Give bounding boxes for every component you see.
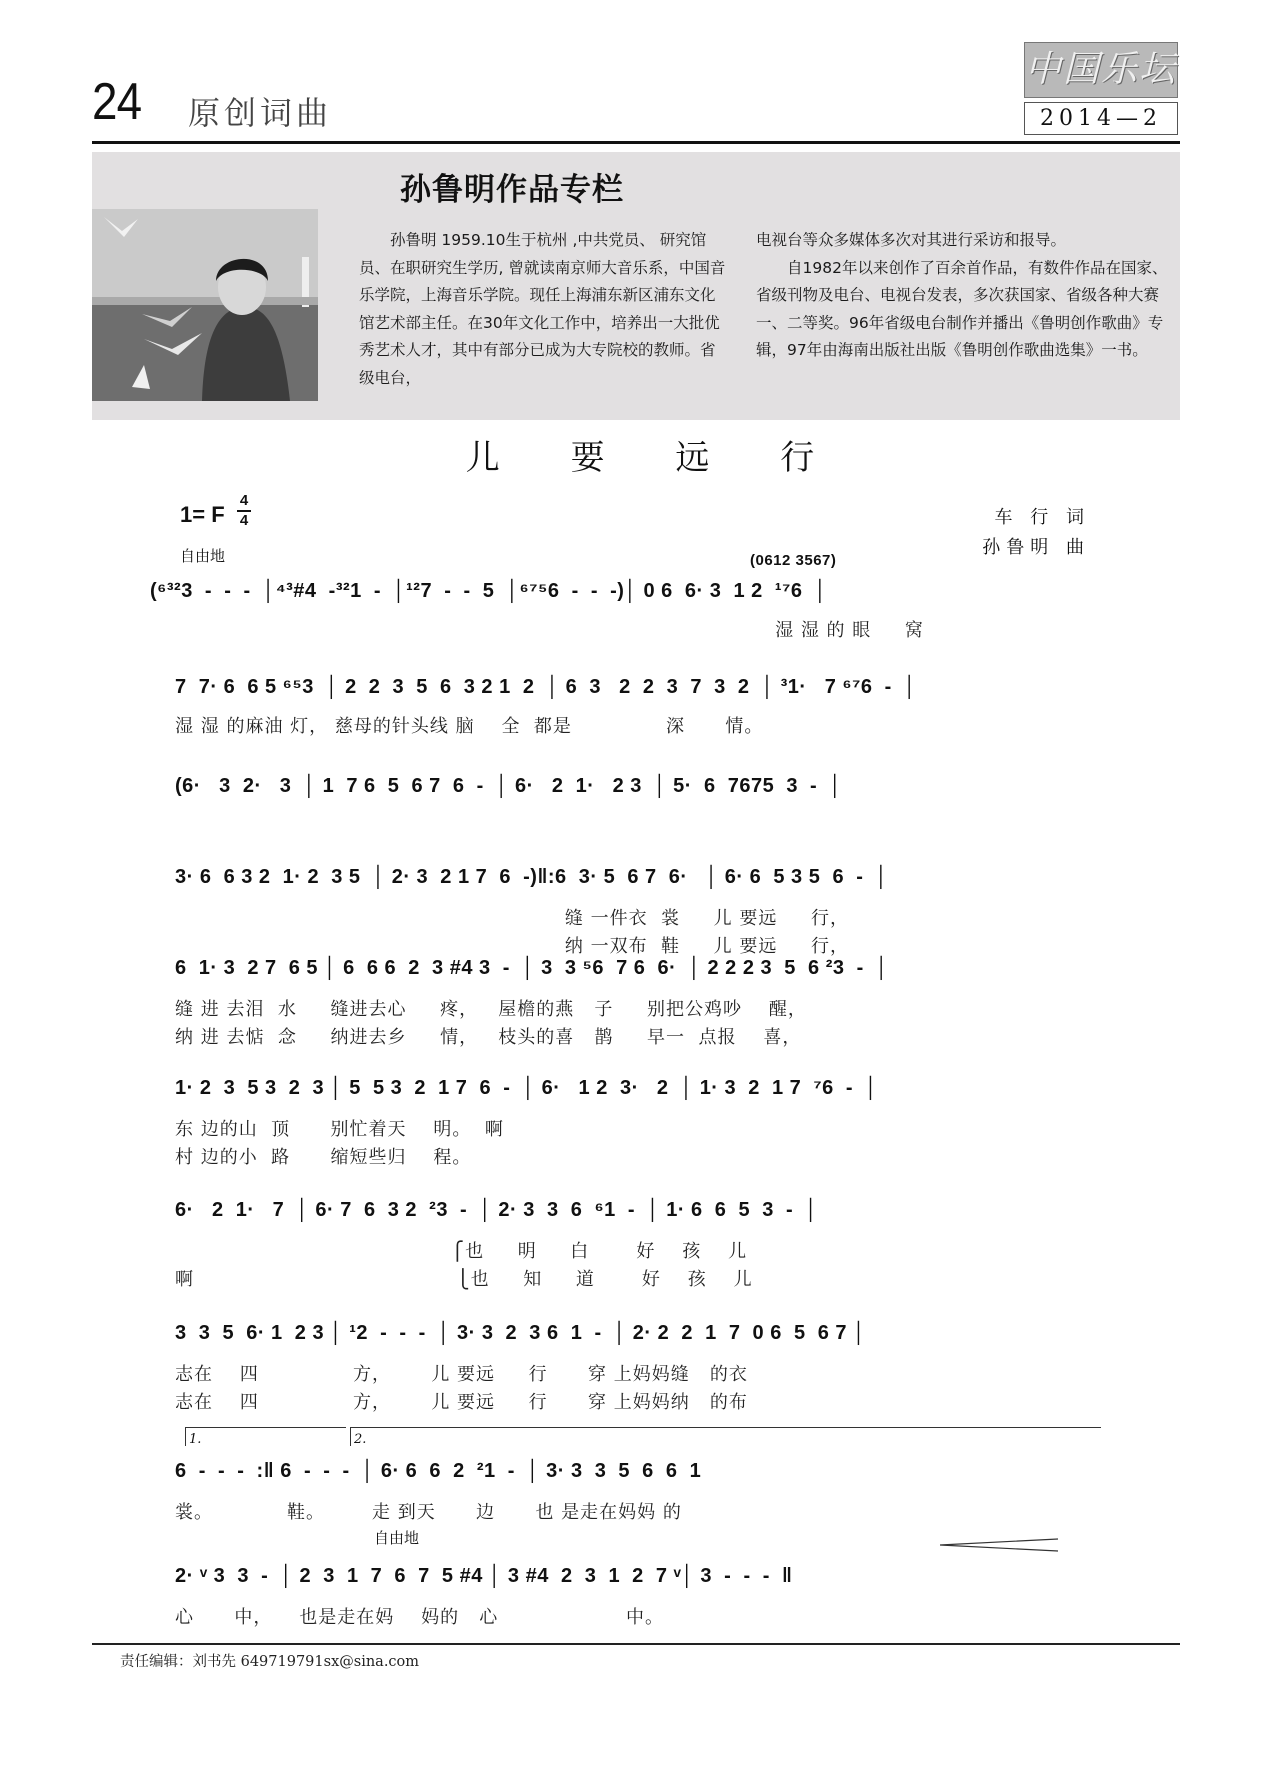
- lyric-verse-2: 纳 进 去惦 念 纳进去乡 情， 枝头的喜 鹊 早一 点报 喜，: [175, 1027, 802, 1048]
- lyric-verse-1: 缝 进 去泪 水 缝进去心 疼， 屋檐的燕 子 别把公鸡吵 醒，: [175, 999, 807, 1020]
- lyric-verse-1: 东 边的山 顶 别忙着天 明。 啊: [175, 1119, 504, 1140]
- score-notes: 7 7· 6 6 5 ⁶⁵3 │ 2 2 3 5 6 3 2 1 2 │ 6 3 2 2 3 7 3 2 │ ³1· 7 ⁶⁷6 - │: [175, 676, 917, 698]
- volta-label: 2.: [354, 1432, 367, 1447]
- score-line-5: [160, 957, 1100, 1047]
- section-title: 原创词曲: [188, 94, 333, 132]
- score-notes: 6· 2 1· 7 │ 6· 7 6 3 2 ²3 - │ 2· 3 3 6 ⁶1 - │ 1· 6 6 5 3 - │: [175, 1199, 819, 1221]
- score-notes: 6 1· 3 2 7 6 5 │ 6 6 6 2 3 #4 3 - │ 3 3 ⁵6 7 6 6· │ 2 2 2 3 5 6 ²3 - │: [175, 957, 889, 979]
- issue-number: 2014—2: [1024, 102, 1178, 135]
- bio-title: 孙鲁明作品专栏: [400, 172, 624, 208]
- lyric-verse-2: 志在 四 方， 儿 要远 行 穿 上妈妈纳 的布: [175, 1392, 748, 1413]
- score-line-4: [160, 866, 1100, 956]
- bio-paragraph: 电视台等众多媒体多次对其进行采访和报导。: [756, 231, 1067, 249]
- bio-paragraph: 自1982年以来创作了百余首作品，有数件作品在国家、省级刊物及电台、电视台发表，多次获国家、省级各种大赛一、二等奖。96年省级电台制作并播出《鲁明创作歌曲》专辑，97年由海南出版社出版《鲁明创作歌曲选集》一书。: [756, 258, 1168, 359]
- bio-text-left: [359, 227, 729, 392]
- lyric-verse-1: 缝 一件衣 裳 儿 要远 行，: [175, 908, 849, 929]
- lyric-verse-1: 湿 湿 的麻油 灯， 慈母的针头线 脑 全 都是 深 情。: [175, 716, 764, 737]
- photo-illustration-icon: [92, 209, 318, 401]
- score-notes: 3 3 5 6· 1 2 3 │ ¹2 - - - │ 3· 3 2 3 6 1 - │ 2· 2 2 1 7 0 6 5 6 7 │: [175, 1322, 867, 1344]
- decrescendo-hairpin-icon: [940, 1537, 1060, 1551]
- lyric-verse-2: 啊 ⎩也 知 道 好 孩 儿: [175, 1269, 753, 1290]
- tempo-marking: 自由地: [374, 1529, 420, 1547]
- interlude-notes: (0612 3567): [750, 552, 837, 569]
- lyric-verse-1: 志在 四 方， 儿 要远 行 穿 上妈妈缝 的衣: [175, 1364, 748, 1385]
- score-notes: (6· 3 2· 3 │ 1 7 6 5 6 7 6 - │ 6· 2 1· 2 3 │ 5· 6 7675 3 - │: [175, 775, 843, 797]
- score-line-8: [160, 1322, 1100, 1412]
- portrait-photo: [92, 209, 318, 401]
- score-notes: (⁶³²3 - - - │⁴³#4 -³²1 - │¹²7 - - 5 │⁶⁷⁵6 - - -)│ 0 6 6· 3 1 2 ¹⁷6 │: [150, 580, 828, 602]
- score-notes: 2· ᵛ 3 3 - │ 2 3 1 7 6 7 5 #4 │ 3 #4 2 3 1 2 7 ᵛ│ 3 - - - ‖: [175, 1565, 793, 1587]
- time-sig-top: 4: [239, 492, 249, 509]
- score-notes: 1· 2 3 5 3 2 3 │ 5 5 3 2 1 7 6 - │ 6· 1 2 3· 2 │ 1· 3 2 1 7 ⁷6 - │: [175, 1077, 879, 1099]
- song-title: 儿 要 远 行: [465, 438, 845, 478]
- volta-label: 1.: [189, 1432, 202, 1447]
- magazine-logo: 中国乐坛: [1024, 42, 1178, 98]
- score-line-6: [160, 1077, 1100, 1167]
- footer-divider: [92, 1643, 1180, 1645]
- page-number: 24: [92, 73, 142, 131]
- composer-credit: 孙鲁明 曲: [982, 537, 1090, 558]
- key-signature: 1= F: [180, 502, 225, 527]
- lyric-verse-1: 心 中， 也是走在妈 妈的 心 中。: [175, 1607, 664, 1628]
- volta-bracket-2: [350, 1427, 1101, 1446]
- lyric-verse-2: 村 边的小 路 缩短些归 程。: [175, 1147, 472, 1168]
- score-line-7: [160, 1199, 1100, 1299]
- volta-bracket-1: [185, 1427, 346, 1446]
- score-notes: 6 - - - :‖ 6 - - - │ 6· 6 6 2 ²1 - │ 3· 3 3 5 6 6 1: [175, 1460, 708, 1482]
- time-sig-bottom: 4: [239, 512, 249, 529]
- lyric-verse-1: 裳。 鞋。 走 到天 边 也 是走在妈妈 的: [175, 1502, 682, 1523]
- bio-paragraph: 孙鲁明 1959.10生于杭州 ,中共党员、 研究馆员、在职研究生学历, 曾就读南京师大音乐系，中国音乐学院，上海音乐学院。现任上海浦东新区浦东文化馆艺术部主任。在30年文化工作中，培养出一大批优秀艺术人才，其中有部分已成为大专院校的教师。省级电台，: [359, 231, 726, 387]
- lyric-verse-1: 湿 湿 的 眼 窝: [150, 620, 924, 641]
- lyric-verse-2: 纳 一双布 鞋 儿 要远 行，: [175, 936, 849, 957]
- time-signature: [237, 492, 251, 530]
- score-line-9: [160, 1460, 1100, 1523]
- score-line-2: [160, 676, 1100, 736]
- lyric-verse-1: ⎧也 明 白 好 孩 儿: [175, 1241, 748, 1262]
- lyricist-credit: 车 行 词: [994, 507, 1090, 528]
- bio-text-right: [756, 227, 1176, 365]
- tempo-marking: 自由地: [180, 547, 226, 565]
- score-line-10: [160, 1565, 1100, 1628]
- header-divider: [92, 141, 1180, 144]
- score-notes: 3· 6 6 3 2 1· 2 3 5 │ 2· 3 2 1 7 6 -)‖:6 3· 5 6 7 6· │ 6· 6 5 3 5 6 - │: [175, 866, 889, 888]
- score-line-3: [160, 775, 1100, 815]
- editor-credit: 责任编辑：刘书先 649719791sx@sina.com: [120, 1654, 420, 1670]
